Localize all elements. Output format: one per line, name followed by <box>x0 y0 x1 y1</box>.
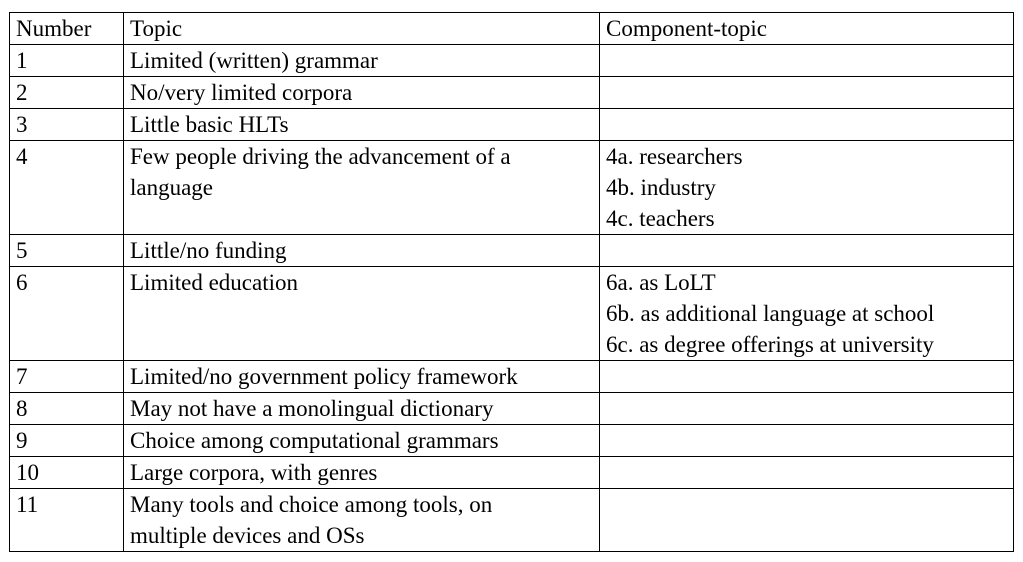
topic-line: Little basic HLTs <box>130 112 289 137</box>
topic-line: Limited (written) grammar <box>130 48 378 73</box>
row-components <box>600 267 1014 361</box>
table-row <box>10 361 1014 393</box>
table-row <box>10 393 1014 425</box>
header-component-topic: Component-topic <box>600 13 1014 45</box>
topic-line: Limited education <box>130 270 298 295</box>
row-components <box>600 457 1014 489</box>
row-number: 10 <box>10 457 124 489</box>
row-number: 6 <box>10 267 124 361</box>
table-row <box>10 267 1014 361</box>
row-topic <box>124 77 600 109</box>
row-number: 7 <box>10 361 124 393</box>
topic-line: May not have a monolingual dictionary <box>130 396 494 421</box>
row-topic <box>124 45 600 77</box>
topic-line: Many tools and choice among tools, on <box>130 492 493 517</box>
row-topic <box>124 425 600 457</box>
row-number: 11 <box>10 489 124 552</box>
row-number: 5 <box>10 235 124 267</box>
table-row <box>10 457 1014 489</box>
table-row <box>10 45 1014 77</box>
row-components <box>600 489 1014 552</box>
row-number: 1 <box>10 45 124 77</box>
row-topic <box>124 109 600 141</box>
row-number: 2 <box>10 77 124 109</box>
topic-line: Few people driving the advancement of a <box>130 144 511 169</box>
topics-table <box>9 12 1014 552</box>
table-row <box>10 425 1014 457</box>
table-row <box>10 489 1014 552</box>
header-topic: Topic <box>124 13 600 45</box>
topic-line: Large corpora, with genres <box>130 460 378 485</box>
row-components <box>600 393 1014 425</box>
topic-line: Little/no funding <box>130 238 287 263</box>
component-item: 4b. industry <box>606 175 716 200</box>
table-row <box>10 109 1014 141</box>
row-topic <box>124 361 600 393</box>
header-row <box>10 13 1014 45</box>
row-number: 3 <box>10 109 124 141</box>
header-number: Number <box>10 13 124 45</box>
row-components <box>600 77 1014 109</box>
topic-line: No/very limited corpora <box>130 80 353 105</box>
component-item: 6a. as LoLT <box>606 270 716 295</box>
row-topic <box>124 141 600 235</box>
row-topic <box>124 489 600 552</box>
row-components <box>600 141 1014 235</box>
table-row <box>10 141 1014 235</box>
row-components <box>600 109 1014 141</box>
row-number: 9 <box>10 425 124 457</box>
component-item: 4a. researchers <box>606 144 743 169</box>
topic-line: multiple devices and OSs <box>130 523 365 548</box>
component-item: 4c. teachers <box>606 206 715 231</box>
row-topic <box>124 235 600 267</box>
component-item: 6c. as degree offerings at university <box>606 332 934 357</box>
row-number: 8 <box>10 393 124 425</box>
row-number: 4 <box>10 141 124 235</box>
row-components <box>600 235 1014 267</box>
table-row <box>10 77 1014 109</box>
row-topic <box>124 267 600 361</box>
row-topic <box>124 457 600 489</box>
row-components <box>600 425 1014 457</box>
row-components <box>600 45 1014 77</box>
topic-line: language <box>130 175 214 200</box>
component-item: 6b. as additional language at school <box>606 301 935 326</box>
topic-line: Choice among computational grammars <box>130 428 499 453</box>
row-components <box>600 361 1014 393</box>
topic-line: Limited/no government policy framework <box>130 364 518 389</box>
row-topic <box>124 393 600 425</box>
table-row <box>10 235 1014 267</box>
